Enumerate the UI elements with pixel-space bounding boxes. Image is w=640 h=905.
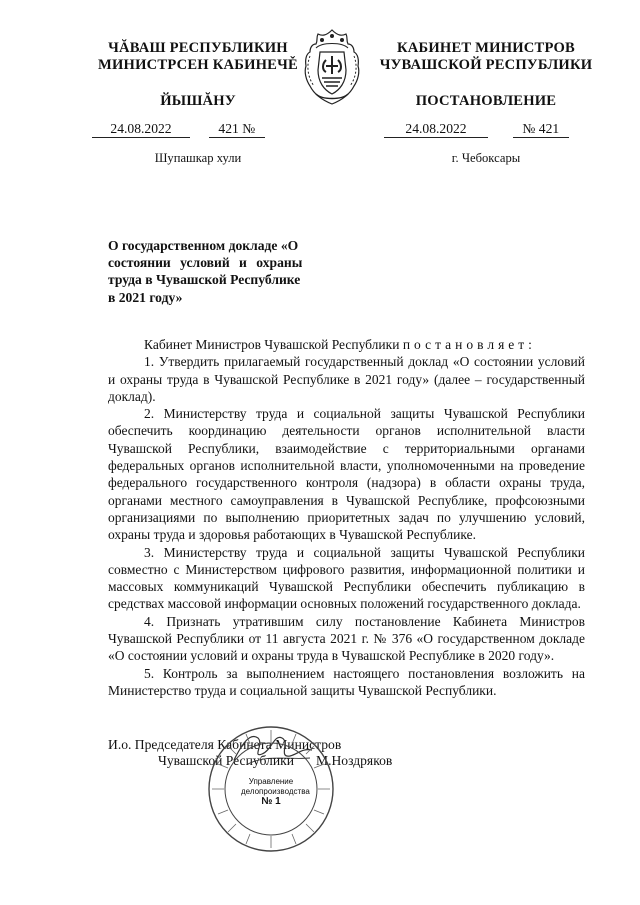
stamp-center-text xyxy=(241,777,310,807)
body-item-5: 5. Контроль за выполнением настоящего постановления возложить на Министерство труда и социальной защиты Чувашской Республики. xyxy=(108,665,585,698)
title-line3: труда в Чувашской Республике xyxy=(108,272,301,288)
body-item-1: 1. Утвердить прилагаемый государственный доклад «О состоянии условий и охраны труда в Чувашской Республике в 2021 году» (далее – государственный доклад). xyxy=(108,354,585,404)
header-left-place: Шупашкар хули xyxy=(154,151,242,165)
title-line4: в 2021 году» xyxy=(108,289,183,305)
stamp-line2: делопроизводства xyxy=(241,787,310,796)
body-intro-verb: постановляет: xyxy=(402,337,536,352)
header-left-date-row xyxy=(92,121,322,138)
header-left-act-type: ЙЫШĂНУ xyxy=(160,93,236,109)
header-left-org xyxy=(88,40,308,74)
stamp-line1: Управление xyxy=(248,777,294,786)
header-right-org-line2: ЧУВАШСКОЙ РЕСПУБЛИКИ xyxy=(379,57,593,73)
header-left-date: 24.08.2022 xyxy=(92,121,190,138)
signature-line2: Чувашской Республики xyxy=(158,753,294,768)
signature-line1: И.о. Председателя Кабинета Министров xyxy=(108,737,342,752)
title-line2: состоянии условий и охраны xyxy=(108,255,303,271)
body-item-3: 3. Министерству труда и социальной защиты Чувашской Республики совместно с Министерством цифрового развития, информационной политики и массовых коммуникаций Чувашской Республики обеспечить публикацию в средствах массовой информации основных положений государственного доклада. xyxy=(108,544,585,612)
official-stamp xyxy=(206,724,336,854)
header-right-act-type: ПОСТАНОВЛЕНИЕ xyxy=(415,93,557,109)
title-line1: О государственном докладе «О xyxy=(108,238,299,253)
stamp-line3: № 1 xyxy=(261,796,281,807)
header-left-number: 421 № xyxy=(209,121,265,138)
body-item-4: 4. Признать утратившим силу постановление Кабинета Министров Чувашской Республики от 11 августа 2021 г. № 376 «О государственном докладе «О состоянии условий и охраны труда в Чувашской Республике в 2020 году». xyxy=(108,613,585,664)
body-item-2: 2. Министерству труда и социальной защиты Чувашской Республики обеспечить координацию деятельности органов исполнительной власти Чувашской Республики, взаимодействие с территориальными органами федеральных органов исполнительной власти, уполномоченными на проведение федерального государственного контроля (надзора) в области охраны труда, органами местного самоуправления в Чувашской Республике, профсоюзными организациями по выполнению приоритетных задач по улучшению условий, охраны труда и здоровья работающих в Чувашской Республике. xyxy=(108,406,585,543)
header-left-org-line1: ЧĂВАШ РЕСПУБЛИКИН xyxy=(108,40,288,56)
document-title xyxy=(108,237,318,306)
header-right-date-row xyxy=(384,121,614,138)
document-body xyxy=(108,336,585,699)
signature-signer: М.Ноздряков xyxy=(316,753,393,768)
header-right-org-line1: КАБИНЕТ МИНИСТРОВ xyxy=(396,40,575,56)
coat-of-arms-icon xyxy=(296,26,368,108)
header-right-number: № 421 xyxy=(513,121,569,138)
header-right-org xyxy=(372,40,600,74)
header-right-date: 24.08.2022 xyxy=(384,121,488,138)
header-right-place: г. Чебоксары xyxy=(451,151,521,165)
body-intro-lead: Кабинет Министров Чувашской Республики xyxy=(144,337,400,352)
header-left-org-line2: МИНИСТРСЕН КАБИНЕЧĚ xyxy=(98,57,298,73)
body-intro xyxy=(108,336,585,353)
